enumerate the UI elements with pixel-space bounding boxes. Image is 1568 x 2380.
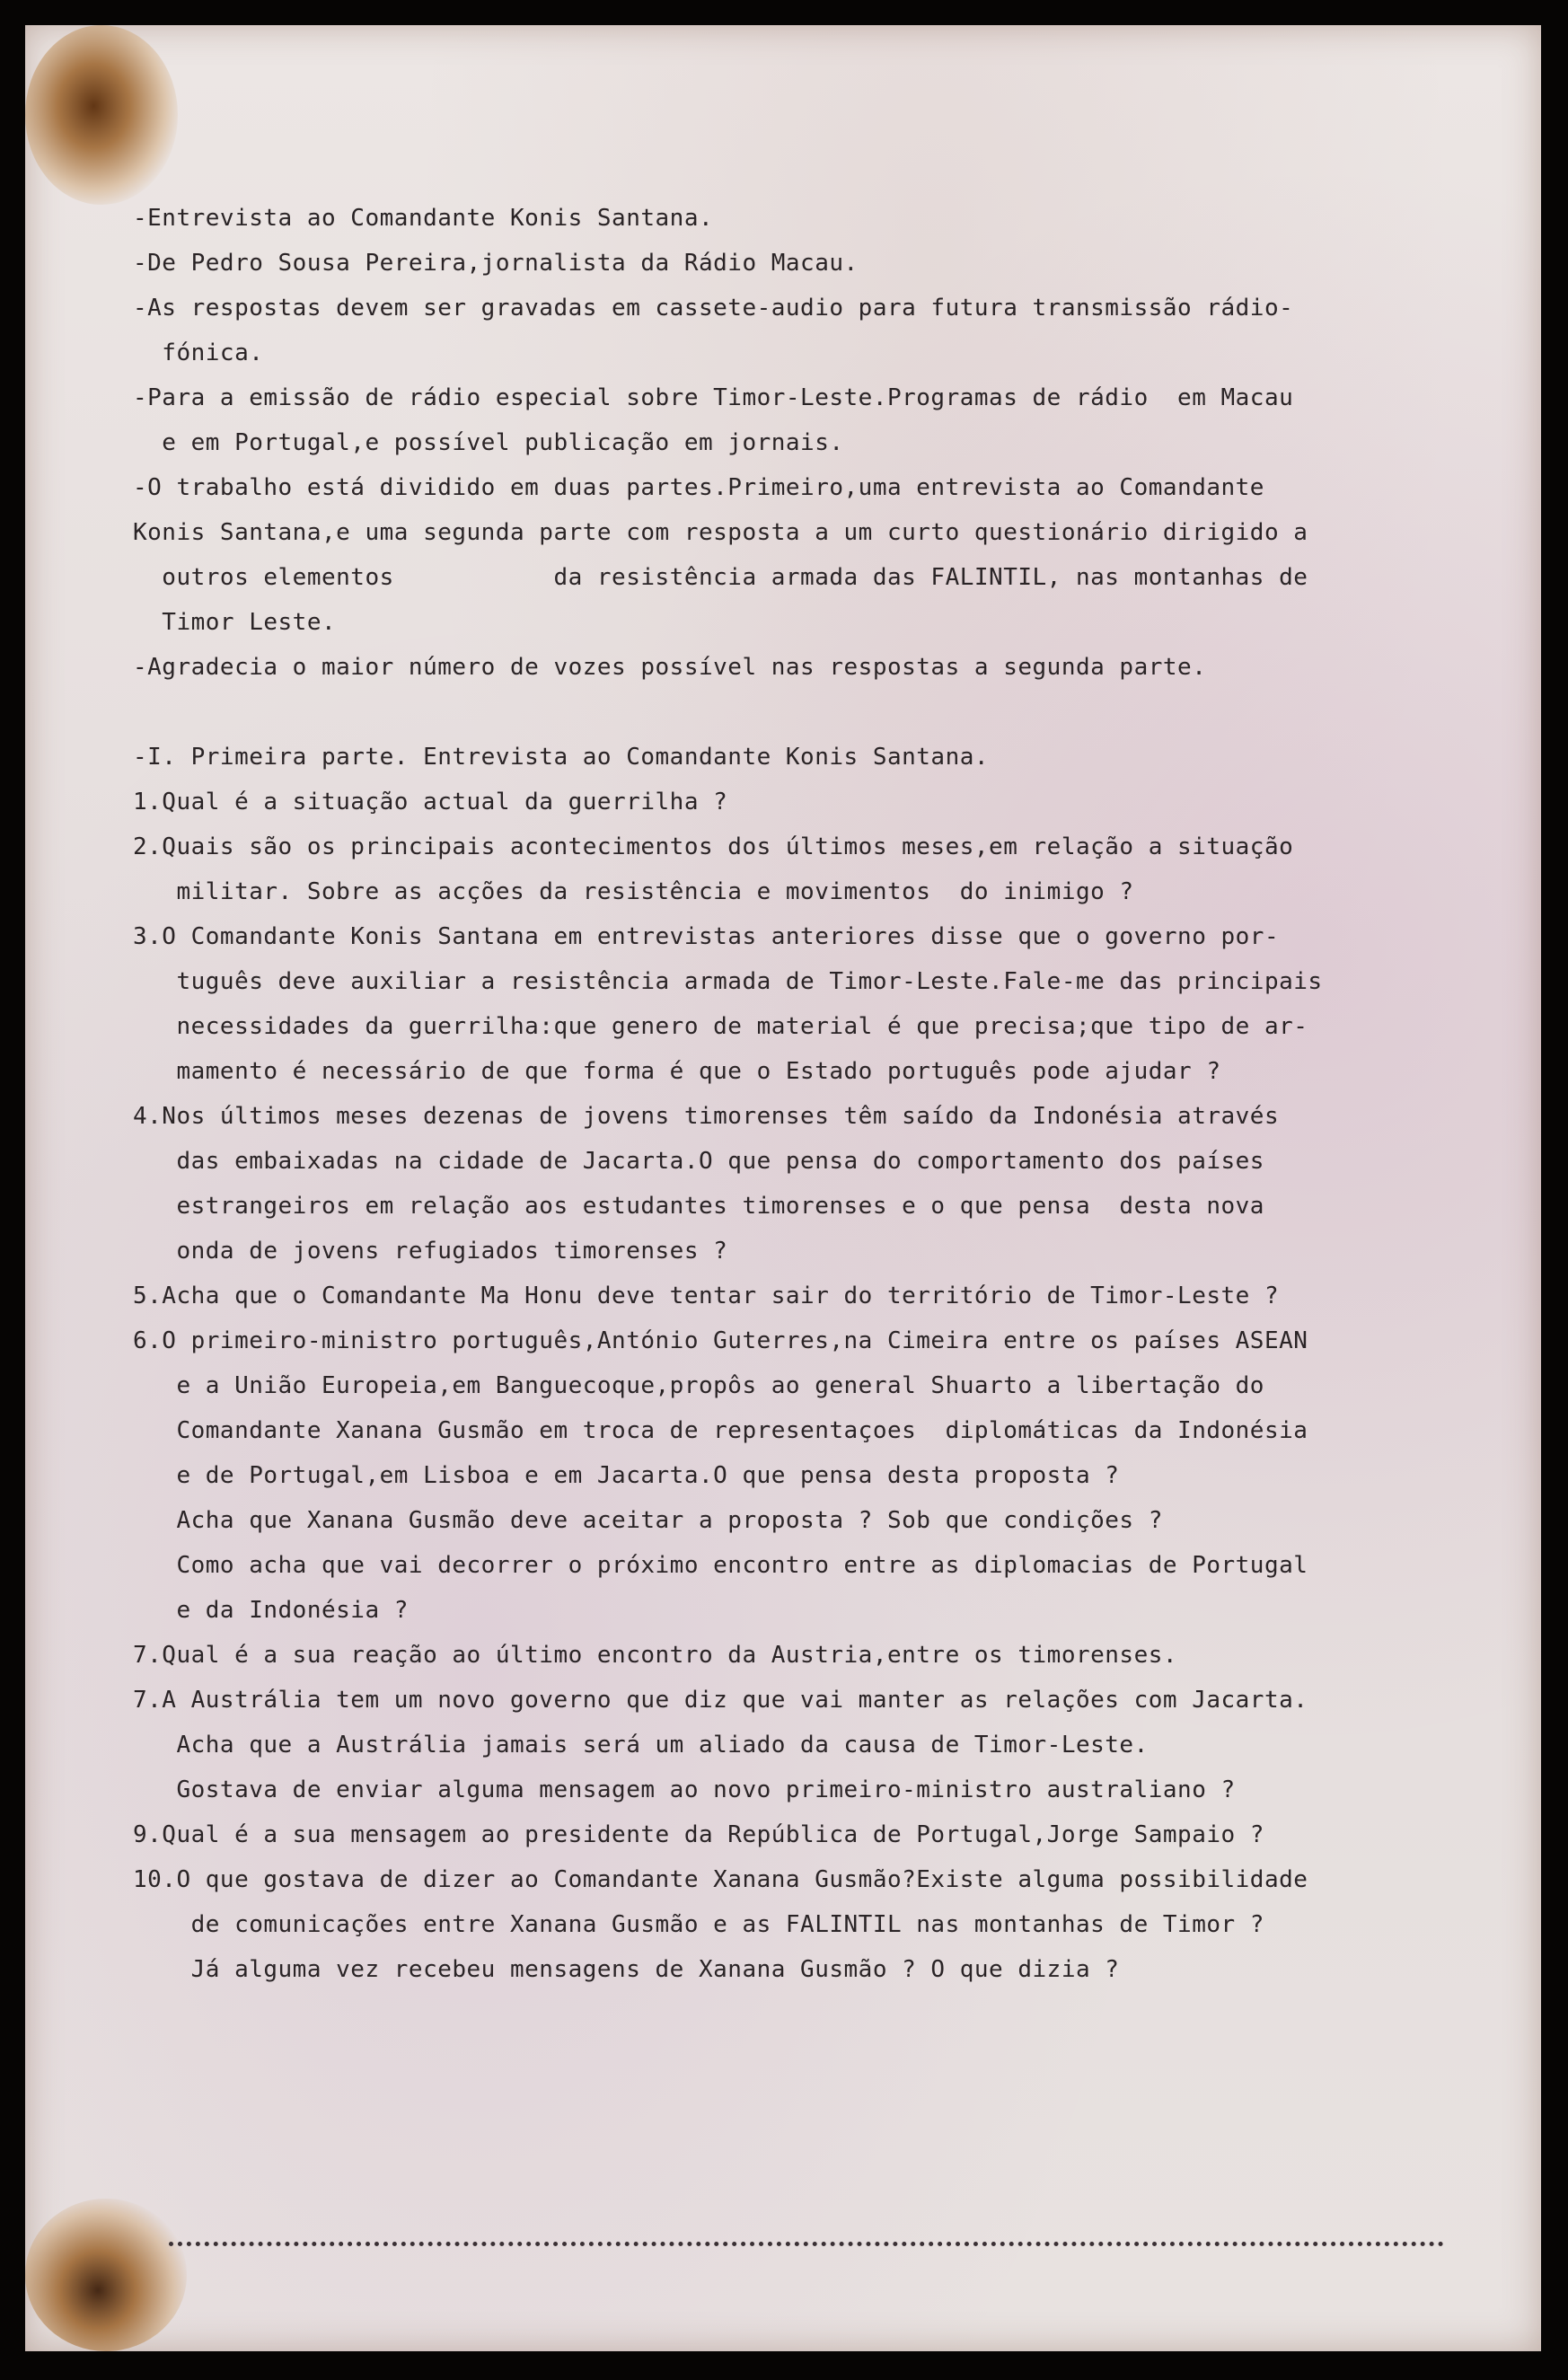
question-line: mamento é necessário de que forma é que o Estado português pode ajudar ? (133, 1058, 1221, 1085)
question-line: Acha que a Austrália jamais será um aliado da causa de Timor-Leste. (133, 1732, 1149, 1759)
question-line: Gostava de enviar alguma mensagem ao novo primeiro-ministro australiano ? (133, 1776, 1236, 1803)
text-line: fónica. (133, 339, 264, 366)
question-line: tuguês deve auxiliar a resistência armada de Timor-Leste.Fale-me das principais (133, 968, 1323, 995)
question-line: e a União Europeia,em Banguecoque,propôs ao general Shuarto a libertação do (133, 1372, 1264, 1399)
question-line: 6.O primeiro-ministro português,António Guterres,na Cimeira entre os países ASEAN (133, 1327, 1308, 1354)
text-line: Timor Leste. (133, 609, 337, 636)
question-line: estrangeiros em relação aos estudantes timorenses e o que pensa desta nova (133, 1193, 1264, 1220)
question-line: Acha que Xanana Gusmão deve aceitar a proposta ? Sob que condições ? (133, 1507, 1163, 1534)
text-line: -I. Primeira parte. Entrevista ao Comandante Konis Santana. (133, 744, 990, 771)
question-line: necessidades da guerrilha:que genero de material é que precisa;que tipo de ar- (133, 1013, 1308, 1040)
paper-sheet (25, 25, 1541, 2351)
question-line: Comandante Xanana Gusmão em troca de representaçoes diplomáticas da Indonésia (133, 1417, 1308, 1444)
question-line: militar. Sobre as acções da resistência e movimentos do inimigo ? (133, 878, 1134, 905)
text-line: -Agradecia o maior número de vozes possível nas respostas a segunda parte. (133, 654, 1207, 681)
question-line: e de Portugal,em Lisboa e em Jacarta.O que pensa desta proposta ? (133, 1462, 1120, 1489)
text-line: -De Pedro Sousa Pereira,jornalista da Rádio Macau. (133, 250, 859, 277)
question-line: 9.Qual é a sua mensagem ao presidente da República de Portugal,Jorge Sampaio ? (133, 1821, 1264, 1848)
dotted-separator (169, 2242, 1444, 2246)
question-line: 10.O que gostava de dizer ao Comandante Xanana Gusmão?Existe alguma possibilidade (133, 1866, 1308, 1893)
question-line: e da Indonésia ? (133, 1597, 409, 1624)
question-line: de comunicações entre Xanana Gusmão e as FALINTIL nas montanhas de Timor ? (133, 1911, 1264, 1938)
question-line: das embaixadas na cidade de Jacarta.O que pensa do comportamento dos países (133, 1148, 1264, 1175)
question-line: 7.Qual é a sua reação ao último encontro da Austria,entre os timorenses. (133, 1642, 1178, 1669)
question-line: 5.Acha que o Comandante Ma Honu deve tentar sair do território de Timor-Leste ? (133, 1283, 1280, 1309)
text-line: -Para a emissão de rádio especial sobre Timor-Leste.Programas de rádio em Macau (133, 384, 1294, 411)
question-line: 3.O Comandante Konis Santana em entrevistas anteriores disse que o governo por- (133, 923, 1280, 950)
question-line: Já alguma vez recebeu mensagens de Xanana Gusmão ? O que dizia ? (133, 1956, 1120, 1983)
text-line: outros elementos da resistência armada das FALINTIL, nas montanhas de (133, 564, 1308, 591)
text-line: Konis Santana,e uma segunda parte com resposta a um curto questionário dirigido a (133, 519, 1308, 546)
question-line: onda de jovens refugiados timorenses ? (133, 1238, 728, 1265)
text-line: -As respostas devem ser gravadas em cassete-audio para futura transmissão rádio- (133, 295, 1294, 322)
text-line: -Entrevista ao Comandante Konis Santana. (133, 205, 714, 232)
question-line: Como acha que vai decorrer o próximo encontro entre as diplomacias de Portugal (133, 1552, 1308, 1579)
question-line: 4.Nos últimos meses dezenas de jovens timorenses têm saído da Indonésia através (133, 1103, 1280, 1130)
burn-stain-top-left (25, 25, 178, 205)
text-line: -O trabalho está dividido em duas partes.Primeiro,uma entrevista ao Comandante (133, 474, 1264, 501)
question-line: 2.Quais são os principais acontecimentos dos últimos meses,em relação a situação (133, 833, 1294, 860)
text-line: e em Portugal,e possível publicação em jornais. (133, 429, 844, 456)
question-line: 1.Qual é a situação actual da guerrilha ? (133, 789, 728, 815)
burn-stain-bottom-left (25, 2199, 187, 2351)
question-line: 7.A Austrália tem um novo governo que diz que vai manter as relações com Jacarta. (133, 1687, 1308, 1714)
